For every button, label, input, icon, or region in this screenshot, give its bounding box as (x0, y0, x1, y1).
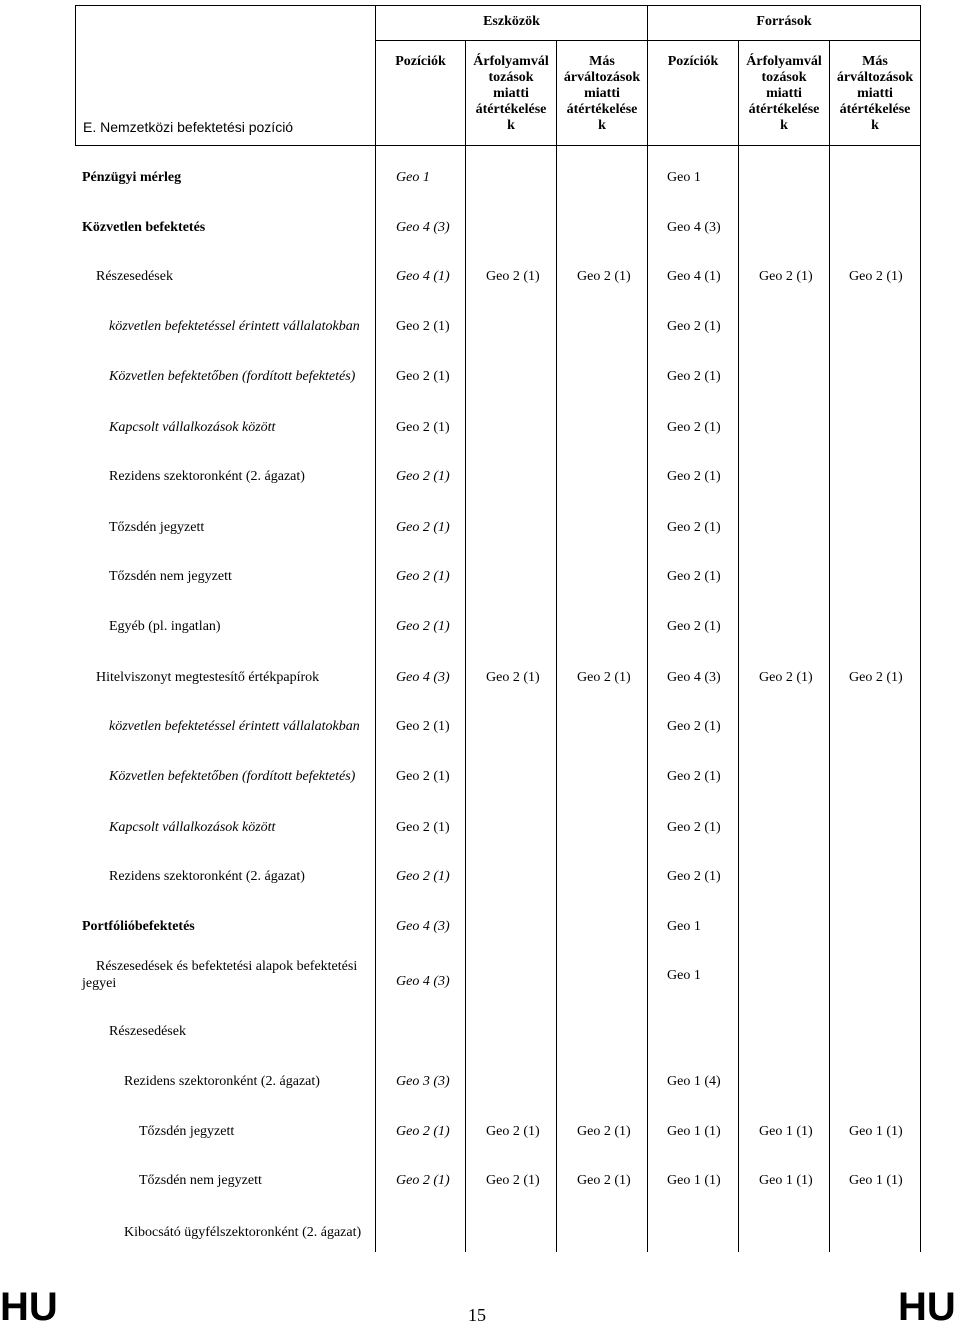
cell-l-fx: Geo 2 (1) (759, 269, 813, 284)
header-line: k (507, 118, 515, 133)
liabilities-header: Források (756, 14, 812, 29)
header-line: Árfolyamvál (473, 54, 549, 69)
row-label: Rezidens szektoronként (2. ágazat) (109, 469, 305, 484)
header-line: átértékelése (566, 102, 638, 117)
section-title: E. Nemzetközi befektetési pozíció (83, 119, 294, 135)
cell-a-fx: Geo 2 (1) (486, 269, 540, 284)
page-number: 15 (468, 1305, 486, 1325)
cell-a-fx: Geo 2 (1) (486, 1173, 540, 1188)
cell-l-pos: Geo 1 (667, 919, 701, 934)
liabilities-other-header (830, 54, 920, 134)
row-label: Közvetlen befektetés (82, 220, 206, 235)
header-line: Más (589, 54, 615, 69)
cell-a-pos: Geo 2 (1) (396, 1124, 450, 1139)
cell-a-pos: Geo 2 (1) (396, 719, 450, 734)
row-label (82, 958, 372, 992)
row-label: Tőzsdén jegyzett (139, 1124, 235, 1139)
header-line: átértékelése (839, 102, 911, 117)
cell-l-pos: Geo 1 (4) (667, 1074, 721, 1089)
footer-country-mark-right: HU (898, 1285, 956, 1329)
header-line: k (871, 118, 879, 133)
grid-line (75, 5, 76, 145)
cell-l-pos: Geo 2 (1) (667, 319, 721, 334)
cell-a-fx: Geo 2 (1) (486, 1124, 540, 1139)
row-label: közvetlen befektetéssel érintett vállalatokban (109, 719, 360, 734)
cell-a-pos: Geo 2 (1) (396, 319, 450, 334)
cell-l-fx: Geo 2 (1) (759, 670, 813, 685)
cell-a-pos: Geo 2 (1) (396, 820, 450, 835)
cell-a-fx: Geo 2 (1) (486, 670, 540, 685)
cell-a-pos: Geo 4 (3) (396, 220, 450, 235)
row-label: Rezidens szektoronként (2. ágazat) (124, 1074, 320, 1089)
header-line: tozások (488, 70, 534, 85)
cell-a-pos: Geo 2 (1) (396, 569, 450, 584)
cell-l-pos: Geo 2 (1) (667, 420, 721, 435)
row-label: Kibocsátó ügyfélszektoronként (2. ágazat) (124, 1225, 362, 1240)
cell-l-pos: Geo 1 (1) (667, 1173, 721, 1188)
grid-line (375, 5, 376, 1252)
cell-a-pos: Geo 2 (1) (396, 1173, 450, 1188)
grid-line (465, 40, 466, 1252)
row-label: Hitelviszonyt megtestesítő értékpapírok (96, 670, 320, 685)
cell-l-pos: Geo 2 (1) (667, 820, 721, 835)
assets-other-header (557, 54, 647, 134)
row-label: Részesedések (109, 1024, 186, 1039)
cell-a-pos: Geo 2 (1) (396, 369, 450, 384)
cell-l-oth: Geo 2 (1) (849, 269, 903, 284)
cell-a-pos: Geo 4 (1) (396, 269, 450, 284)
grid-line (647, 5, 648, 1252)
liabilities-positions-header: Pozíciók (667, 54, 719, 69)
header-line: k (598, 118, 606, 133)
header-line: tozások (761, 70, 807, 85)
cell-l-pos: Geo 2 (1) (667, 469, 721, 484)
row-label: Közvetlen befektetőben (fordított befektetés) (109, 769, 356, 784)
cell-l-pos: Geo 2 (1) (667, 869, 721, 884)
header-line: miatti (493, 86, 529, 101)
cell-a-pos: Geo 2 (1) (396, 869, 450, 884)
cell-l-fx: Geo 1 (1) (759, 1124, 813, 1139)
cell-a-oth: Geo 2 (1) (577, 269, 631, 284)
cell-a-pos: Geo 2 (1) (396, 619, 450, 634)
grid-line (75, 5, 920, 6)
cell-l-pos: Geo 2 (1) (667, 569, 721, 584)
assets-positions-header: Pozíciók (395, 54, 446, 69)
grid-line (75, 145, 920, 146)
header-line: átértékelése (748, 102, 820, 117)
cell-a-pos: Geo 2 (1) (396, 769, 450, 784)
cell-a-pos: Geo 2 (1) (396, 469, 450, 484)
header-line: árváltozások (563, 70, 641, 85)
row-label: Tőzsdén nem jegyzett (139, 1173, 262, 1188)
row-label: közvetlen befektetéssel érintett vállalatokban (109, 319, 360, 334)
cell-l-oth: Geo 2 (1) (849, 670, 903, 685)
cell-l-pos: Geo 2 (1) (667, 719, 721, 734)
assets-header: Eszközök (483, 14, 540, 29)
row-label: Közvetlen befektetőben (fordított befektetés) (109, 369, 356, 384)
cell-l-pos: Geo 4 (1) (667, 269, 721, 284)
row-label: Tőzsdén nem jegyzett (109, 569, 232, 584)
cell-l-pos: Geo 2 (1) (667, 520, 721, 535)
cell-l-pos: Geo 2 (1) (667, 769, 721, 784)
header-line: Más (862, 54, 888, 69)
cell-l-pos: Geo 4 (3) (667, 670, 721, 685)
grid-line (920, 5, 921, 1252)
row-label: Tőzsdén jegyzett (109, 520, 205, 535)
row-label: Pénzügyi mérleg (82, 170, 182, 185)
cell-l-pos: Geo 1 (1) (667, 1124, 721, 1139)
row-label: Kapcsolt vállalkozások között (109, 820, 276, 835)
cell-a-oth: Geo 2 (1) (577, 670, 631, 685)
cell-l-oth: Geo 1 (1) (849, 1173, 903, 1188)
row-label: Kapcsolt vállalkozások között (109, 420, 276, 435)
row-label: Részesedések (96, 269, 173, 284)
header-line: árváltozások (836, 70, 914, 85)
cell-a-pos: Geo 1 (396, 170, 430, 185)
header-line: Árfolyamvál (746, 54, 822, 69)
row-label: Egyéb (pl. ingatlan) (109, 619, 221, 634)
cell-l-fx: Geo 1 (1) (759, 1173, 813, 1188)
cell-a-oth: Geo 2 (1) (577, 1124, 631, 1139)
liabilities-fx-header (739, 54, 829, 134)
cell-l-pos: Geo 2 (1) (667, 369, 721, 384)
grid-line (375, 40, 920, 41)
cell-l-pos: Geo 4 (3) (667, 220, 721, 235)
row-label: Portfólióbefektetés (82, 919, 195, 934)
grid-line (738, 40, 739, 1252)
footer-country-mark-left: HU (0, 1285, 58, 1329)
cell-l-pos: Geo 1 (667, 968, 701, 983)
cell-a-pos: Geo 3 (3) (396, 1074, 450, 1089)
cell-l-pos: Geo 2 (1) (667, 619, 721, 634)
grid-line (829, 40, 830, 1252)
header-line: k (780, 118, 788, 133)
cell-a-pos: Geo 2 (1) (396, 420, 450, 435)
cell-l-pos: Geo 1 (667, 170, 701, 185)
cell-a-pos: Geo 4 (3) (396, 919, 450, 934)
header-line: miatti (857, 86, 893, 101)
assets-fx-header (466, 54, 556, 134)
grid-line (556, 40, 557, 1252)
cell-a-pos: Geo 2 (1) (396, 520, 450, 535)
row-label-line: Részesedések és befektetési alapok befektetési (96, 959, 358, 974)
row-label: Rezidens szektoronként (2. ágazat) (109, 869, 305, 884)
cell-a-pos: Geo 4 (3) (396, 974, 450, 989)
cell-l-oth: Geo 1 (1) (849, 1124, 903, 1139)
header-line: átértékelése (475, 102, 547, 117)
cell-a-oth: Geo 2 (1) (577, 1173, 631, 1188)
row-label-line: jegyei (82, 976, 117, 991)
header-line: miatti (584, 86, 620, 101)
cell-a-pos: Geo 4 (3) (396, 670, 450, 685)
header-line: miatti (766, 86, 802, 101)
